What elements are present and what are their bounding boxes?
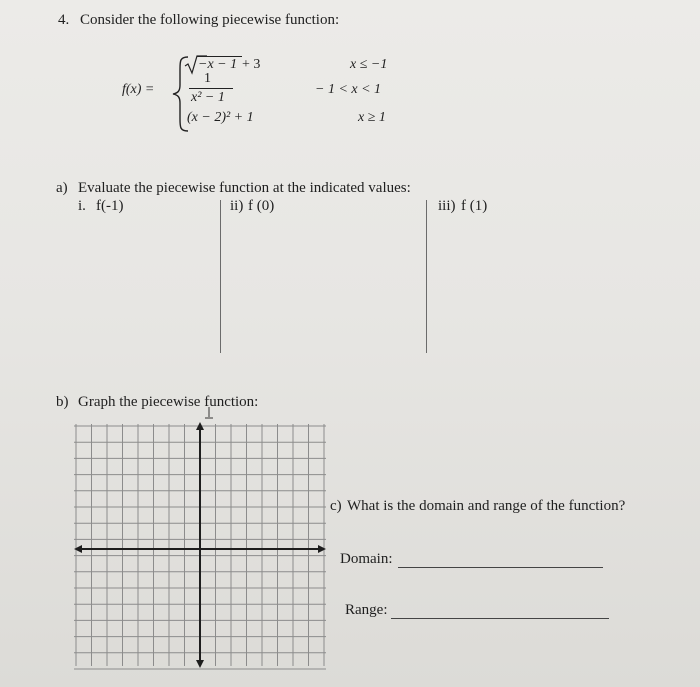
question-prompt: Consider the following piecewise function: bbox=[80, 12, 340, 28]
function-lhs: f(x) = bbox=[122, 82, 155, 97]
part-c-text: What is the domain and range of the function? bbox=[347, 498, 626, 514]
item-ii-value: f (0) bbox=[248, 198, 275, 214]
range-label: Range: bbox=[345, 602, 388, 618]
coordinate-grid[interactable] bbox=[70, 420, 332, 670]
x-axis-arrow-right-icon bbox=[318, 545, 326, 553]
question-number: 4. bbox=[58, 12, 70, 28]
part-b-text: Graph the piecewise function: bbox=[78, 394, 259, 410]
x-axis-arrow-left-icon bbox=[74, 545, 82, 553]
piece-1-tail: + 3 bbox=[242, 57, 261, 72]
piece-1-condition: x ≤ −1 bbox=[350, 57, 388, 72]
part-a-label: a) bbox=[56, 180, 68, 196]
item-i-value: f(-1) bbox=[96, 198, 124, 214]
answer-divider-2 bbox=[426, 200, 427, 353]
part-b-label: b) bbox=[56, 394, 69, 410]
domain-answer-line bbox=[398, 567, 603, 568]
piece-2-numerator: 1 bbox=[204, 71, 211, 86]
range-answer-line bbox=[391, 618, 609, 619]
fraction-bar bbox=[189, 88, 233, 89]
piece-1-radicand: −x − 1 bbox=[198, 57, 238, 72]
item-iii-value: f (1) bbox=[461, 198, 488, 214]
piece-3-expression: (x − 2)² + 1 bbox=[187, 110, 254, 125]
y-axis-arrow-down-icon bbox=[196, 660, 204, 668]
radical-overline bbox=[197, 56, 242, 57]
part-a-text: Evaluate the piecewise function at the indicated values: bbox=[78, 180, 411, 196]
piece-2-denominator: x² − 1 bbox=[191, 90, 225, 105]
item-ii-label: ii) bbox=[230, 198, 244, 214]
part-c-label: c) bbox=[330, 498, 342, 514]
piece-2-condition: − 1 < x < 1 bbox=[315, 82, 382, 97]
domain-label: Domain: bbox=[340, 551, 393, 567]
piece-3-condition: x ≥ 1 bbox=[358, 110, 386, 125]
item-iii-label: iii) bbox=[438, 198, 456, 214]
item-i-label: i. bbox=[78, 198, 86, 214]
answer-divider-1 bbox=[220, 200, 221, 353]
